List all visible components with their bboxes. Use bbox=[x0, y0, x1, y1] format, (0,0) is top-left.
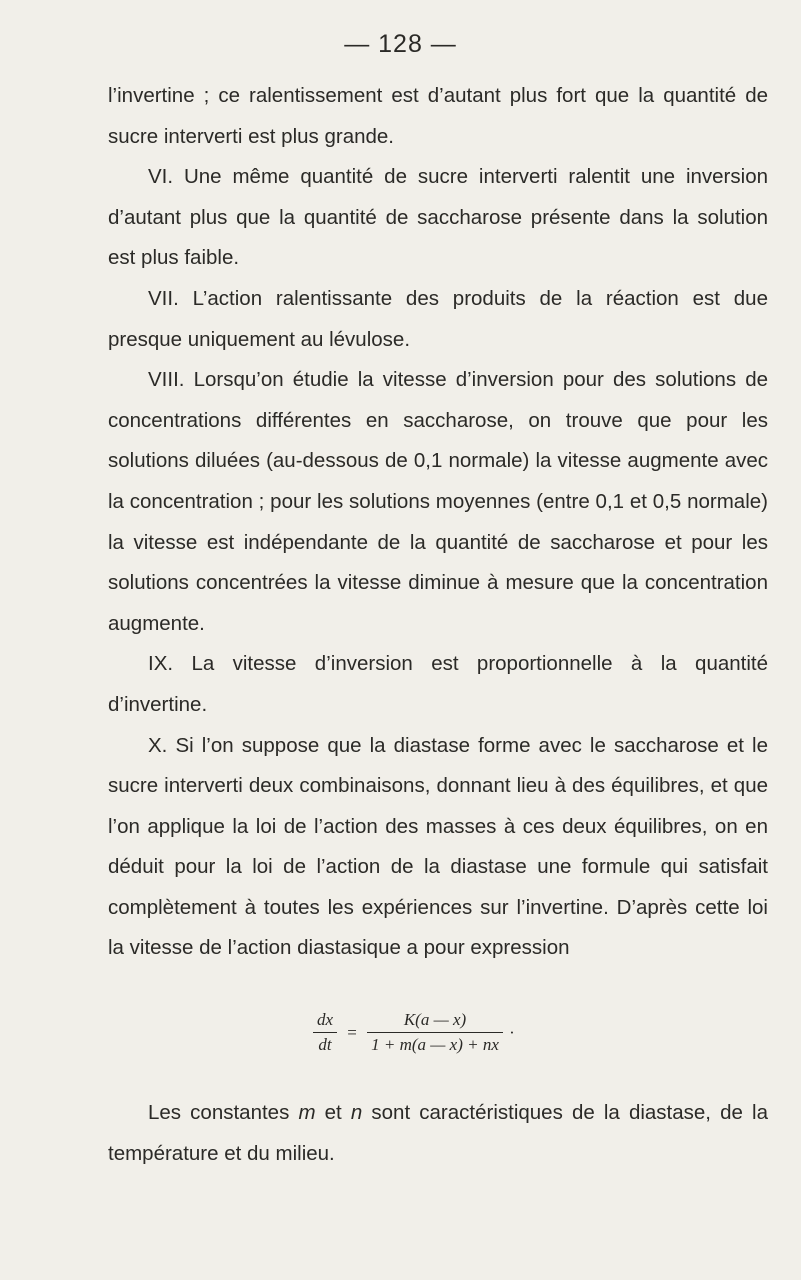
constant-m: m bbox=[298, 1101, 316, 1124]
closing-text-before: Les constantes bbox=[148, 1101, 299, 1124]
closing-paragraph-text bbox=[108, 1093, 768, 1174]
constant-n: n bbox=[350, 1101, 363, 1124]
closing-text-after: sont caractéristiques de la diastase, de la température et du milieu. bbox=[108, 1101, 768, 1165]
paragraph-x: X. Si l’on suppose que la diastase forme avec le saccharose et le sucre interverti deux combinaisons, donnant lieu à des équilibres, et que l’on applique la loi de l’action des masses à ces deux équilibres, on en déduit pour la loi de l’action de la diastase une formule qui satisfait complètement à toutes les expériences sur l’invertine. D’après cette loi la vitesse de l’action diastasique a pour expression bbox=[108, 733, 768, 960]
rate-formula bbox=[313, 1010, 515, 1055]
closing-paragraph bbox=[108, 1093, 768, 1174]
formula-equals-sign: = bbox=[347, 1022, 357, 1042]
page-number: — 128 — bbox=[344, 30, 457, 58]
formula-lhs-fraction bbox=[313, 1010, 337, 1055]
paragraph-vii: VII. L’action ralentissante des produits de la réaction est due presque uniquement au lévulose. bbox=[108, 286, 768, 351]
formula-lhs-denominator: dt bbox=[318, 1035, 332, 1054]
formula-rhs-denominator: 1 + m(a — x) + nx bbox=[371, 1035, 499, 1054]
formula-lhs-numerator: dx bbox=[313, 1010, 337, 1033]
formula-rhs-fraction bbox=[367, 1010, 503, 1055]
paragraph-continuation: l’invertine ; ce ralentissement est d’autant plus fort que la quantité de sucre interverti est plus grande. bbox=[108, 84, 768, 148]
body-text bbox=[108, 76, 768, 969]
formula-rhs-numerator: K(a — x) bbox=[367, 1010, 503, 1033]
formula-end-punctuation: · bbox=[509, 1022, 515, 1042]
paragraph-ix: IX. La vitesse d’inversion est proportionnelle à la quantité d’invertine. bbox=[108, 652, 768, 716]
paragraph-viii: VIII. Lorsqu’on étudie la vitesse d’inversion pour des solutions de concentrations différentes en saccharose, on trouve que pour les solutions diluées (au-dessous de 0,1 normale) la vitesse augmente avec la concentration ; pour les solutions moyennes (entre 0,1 et 0,5 normale) la vitesse est indépendante de la quantité de saccharose et pour les solutions concentrées la vitesse diminue à mesure que la concentration augmente. bbox=[108, 368, 768, 635]
closing-text-middle: et bbox=[315, 1101, 351, 1124]
paragraph-vi: VI. Une même quantité de sucre interverti ralentit une inversion d’autant plus que la quantité de saccharose présente dans la solution est plus faible. bbox=[108, 165, 768, 270]
